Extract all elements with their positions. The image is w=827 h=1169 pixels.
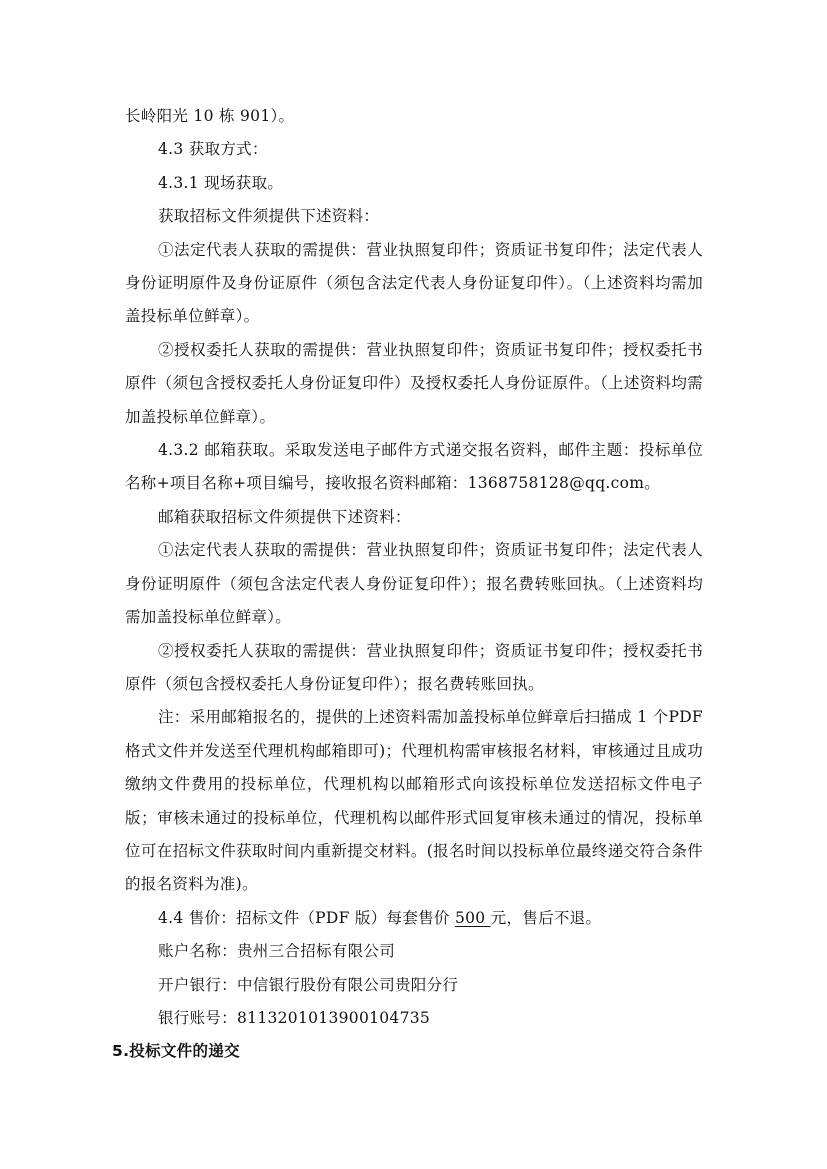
paragraph-address-continuation: 长岭阳光 10 栋 901）。 [125, 107, 295, 125]
paragraph-email-legal-rep: ①法定代表人获取的需提供：营业执照复印件；资质证书复印件；法定代表人身份证明原件（须包含法定代表人身份证复印件）；报名费转账回执。（上述资料均需加盖投标单位鲜章）。 [125, 541, 703, 627]
heading-4-3-acquisition-method: 4.3 获取方式： [158, 140, 268, 159]
account-bank: 开户银行：中信银行股份有限公司贵阳分行 [158, 975, 459, 994]
paragraph-onsite-requirements-intro: 获取招标文件须提供下述资料： [158, 207, 380, 226]
account-number: 银行账号：8113201013900104735 [158, 1008, 431, 1027]
paragraph-email-requirements-intro: 邮箱获取招标文件须提供下述资料： [158, 507, 411, 526]
price-suffix: 元，售后不退。 [490, 908, 602, 927]
heading-4-3-1-onsite: 4.3.1 现场获取。 [158, 173, 284, 192]
section-5-heading: 5.投标文件的递交 [112, 1042, 240, 1061]
paragraph-email-authorized-agent: ②授权委托人获取的需提供：营业执照复印件；资质证书复印件；授权委托书原件（须包含授权委托人身份证复印件）；报名费转账回执。 [125, 641, 703, 693]
paragraph-onsite-legal-rep: ①法定代表人获取的需提供：营业执照复印件；资质证书复印件；法定代表人身份证明原件及身份证原件（须包含法定代表人身份证复印件）。（上述资料均需加盖投标单位鲜章）。 [125, 240, 703, 326]
paragraph-note: 注：采用邮箱报名的，提供的上述资料需加盖投标单位鲜章后扫描成 1 个PDF 格式文件并发送至代理机构邮箱即可)；代理机构需审核报名材料，审核通过且成功缴纳文件费用的投标单位，代理机构以邮箱形式向该投标单位发送招标文件电子版；审核未通过的投标单位，代理机构以邮件形式回复审核未通过的情况，投标单位可在招标文件获取时间内重新提交材料。(报名时间以投标单位最终递交符合条件的报名资料为准)。 [125, 708, 703, 894]
account-name: 账户名称：贵州三合招标有限公司 [158, 942, 396, 961]
document-body [112, 100, 703, 1069]
price-amount: 500 [454, 908, 491, 927]
paragraph-onsite-authorized-agent: ②授权委托人获取的需提供：营业执照复印件；资质证书复印件；授权委托书原件（须包含授权委托人身份证复印件）及授权委托人身份证原件。（上述资料均需加盖投标单位鲜章）。 [125, 340, 703, 426]
price-prefix: 4.4 售价：招标文件（PDF 版）每套售价 [158, 908, 455, 927]
paragraph-4-3-2-email: 4.3.2 邮箱获取。采取发送电子邮件方式递交报名资料，邮件主题：投标单位名称+项目名称+项目编号，接收报名资料邮箱：1368758128@qq.com。 [125, 441, 703, 493]
paragraph-4-4-price [125, 902, 703, 935]
